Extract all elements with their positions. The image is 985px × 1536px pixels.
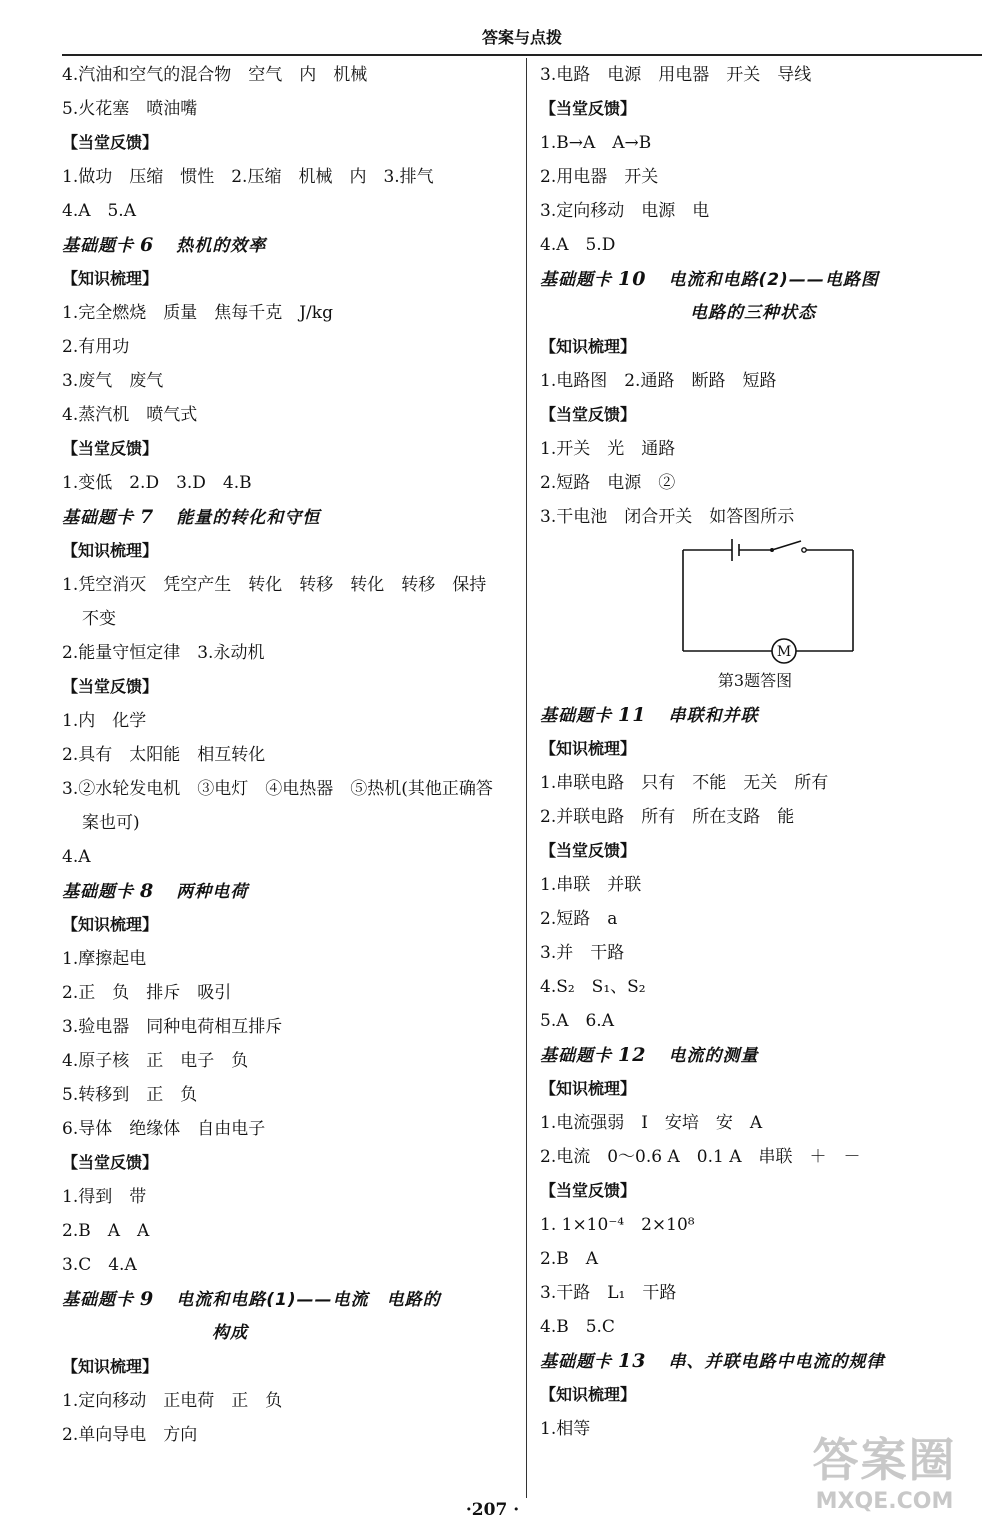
answer-line: 2.并联电路 所有 所在支路 能 <box>540 807 795 827</box>
answer-line: 2.B A <box>540 1249 598 1269</box>
section-heading: 【当堂反馈】 <box>62 439 159 458</box>
answer-line: 4.原子核 正 电子 负 <box>62 1051 249 1071</box>
card-title-6 <box>62 228 517 262</box>
answer-line: 1.摩擦起电 <box>62 949 147 969</box>
card-label: 基础题卡 <box>540 1046 612 1066</box>
answer-line: 3.废气 废气 <box>62 371 164 391</box>
answer-line: 4.A <box>62 847 91 867</box>
switch-blade <box>772 541 801 550</box>
answer-line: 3.干路 L₁ 干路 <box>540 1283 677 1303</box>
section-heading: 【当堂反馈】 <box>540 841 637 860</box>
section-heading: 【当堂反馈】 <box>540 99 637 118</box>
answer-line: 3.②水轮发电机 ③电灯 ④电热器 ⑤热机(其他正确答 <box>62 779 493 799</box>
card-number: 13 <box>618 1350 647 1372</box>
switch-contact <box>770 548 774 552</box>
switch-contact <box>802 548 806 552</box>
section-heading: 【知识梳理】 <box>540 1079 637 1098</box>
figure-caption: 第3题答图 <box>717 671 793 690</box>
card-name: 电流和电路(2)——电路图 <box>668 270 879 290</box>
answer-line: 2.正 负 排斥 吸引 <box>62 983 232 1003</box>
answer-line: 1.完全燃烧 质量 焦每千克 J/kg <box>62 303 333 323</box>
answer-line: 5.火花塞 喷油嘴 <box>62 99 198 119</box>
answer-line: 1.得到 带 <box>62 1187 147 1207</box>
answer-line: 6.导体 绝缘体 自由电子 <box>62 1119 266 1139</box>
answer-line: 2.具有 太阳能 相互转化 <box>62 745 266 765</box>
card-label: 基础题卡 <box>540 706 612 726</box>
answer-line: 5.转移到 正 负 <box>62 1085 198 1105</box>
answer-line: 1.做功 压缩 惯性 2.压缩 机械 内 3.排气 <box>62 167 434 187</box>
card-number: 9 <box>140 1288 155 1310</box>
running-header: 答案与点拨 <box>62 22 982 56</box>
answer-line: 不变 <box>82 609 116 629</box>
card-number: 10 <box>618 268 647 290</box>
card-label: 基础题卡 <box>540 270 612 290</box>
card-title-11 <box>540 698 970 732</box>
answer-line: 1.定向移动 正电荷 正 负 <box>62 1391 283 1411</box>
answer-line: 3.电路 电源 用电器 开关 导线 <box>540 65 812 85</box>
section-heading: 【当堂反馈】 <box>62 133 159 152</box>
watermark-url: MXQE.COM <box>815 1489 954 1514</box>
section-heading: 【当堂反馈】 <box>62 1153 159 1172</box>
section-heading: 【当堂反馈】 <box>540 1181 637 1200</box>
card-title-9 <box>62 1282 517 1316</box>
section-heading: 【知识梳理】 <box>62 541 159 560</box>
answer-line: 2.短路 电源 ② <box>540 473 676 493</box>
circuit-svg <box>540 534 970 664</box>
card-number: 6 <box>140 234 155 256</box>
card-name: 能量的转化和守恒 <box>176 508 321 528</box>
answer-line: 2.电流 0～0.6 A 0.1 A 串联 ＋ － <box>540 1147 861 1167</box>
answer-line: 4.A 5.A <box>62 201 136 221</box>
answer-line: 2.短路 a <box>540 909 618 929</box>
answer-line: 4.蒸汽机 喷气式 <box>62 405 198 425</box>
answer-line: 3.验电器 同种电荷相互排斥 <box>62 1017 283 1037</box>
card-number: 12 <box>618 1044 647 1066</box>
card-label: 基础题卡 <box>62 236 134 256</box>
section-heading: 【知识梳理】 <box>62 915 159 934</box>
card-label: 基础题卡 <box>540 1352 612 1372</box>
answer-line: 1.相等 <box>540 1419 591 1439</box>
answer-line: 4.B 5.C <box>540 1317 615 1337</box>
section-heading: 【知识梳理】 <box>540 337 637 356</box>
watermark-logo-text: 答案圈 <box>812 1433 957 1487</box>
answer-line: 1.内 化学 <box>62 711 147 731</box>
card-number: 7 <box>140 506 155 528</box>
answer-line: 3.并 干路 <box>540 943 625 963</box>
card-label: 基础题卡 <box>62 508 134 528</box>
section-heading: 【知识梳理】 <box>62 269 159 288</box>
section-heading: 【当堂反馈】 <box>62 677 159 696</box>
answer-line: 2.有用功 <box>62 337 130 357</box>
card-number: 11 <box>618 704 647 726</box>
answer-line: 3.定向移动 电源 电 <box>540 201 710 221</box>
answer-line: 1.电路图 2.通路 断路 短路 <box>540 371 777 391</box>
answer-line: 1.串联 并联 <box>540 875 642 895</box>
card-label: 基础题卡 <box>62 882 134 902</box>
answer-line: 2.B A A <box>62 1221 150 1241</box>
answer-line: 1.凭空消灭 凭空产生 转化 转移 转化 转移 保持 <box>62 575 487 595</box>
page-number: ·207 · <box>465 1500 520 1520</box>
answer-line: 4.汽油和空气的混合物 空气 内 机械 <box>62 65 368 85</box>
card-title-10-continued: 电路的三种状态 <box>690 303 816 323</box>
answer-line: 1.开关 光 通路 <box>540 439 676 459</box>
card-name: 两种电荷 <box>176 882 249 902</box>
answer-line: 1.电流强弱 I 安培 安 A <box>540 1113 763 1133</box>
answer-line: 1.变低 2.D 3.D 4.B <box>62 473 252 493</box>
card-name: 串、并联电路中电流的规律 <box>668 1352 885 1372</box>
right-column <box>540 58 970 1446</box>
answer-line: 4.A 5.D <box>540 235 616 255</box>
answer-line: 3.C 4.A <box>62 1255 137 1275</box>
motor-symbol: M <box>776 644 792 660</box>
card-name: 串联和并联 <box>668 706 759 726</box>
answer-line: 3.干电池 闭合开关 如答图所示 <box>540 507 795 527</box>
section-heading: 【当堂反馈】 <box>540 405 637 424</box>
card-name: 电流和电路(1)——电流 电路的 <box>176 1290 441 1310</box>
answer-line: 1.串联电路 只有 不能 无关 所有 <box>540 773 829 793</box>
card-title-8 <box>62 874 517 908</box>
card-number: 8 <box>140 880 155 902</box>
circuit-diagram <box>540 534 970 664</box>
section-heading: 【知识梳理】 <box>540 1385 637 1404</box>
answer-line: 案也可) <box>82 813 140 833</box>
card-title-12 <box>540 1038 970 1072</box>
card-title-10 <box>540 262 970 296</box>
answer-line: 5.A 6.A <box>540 1011 614 1031</box>
column-divider <box>526 58 527 1498</box>
card-title-13 <box>540 1344 970 1378</box>
answer-line: 2.用电器 开关 <box>540 167 659 187</box>
section-heading: 【知识梳理】 <box>62 1357 159 1376</box>
answer-line: 1. 1×10⁻⁴ 2×10⁸ <box>540 1215 695 1235</box>
card-title-9-continued: 构成 <box>212 1323 248 1343</box>
answer-line: 2.能量守恒定律 3.永动机 <box>62 643 265 663</box>
left-column <box>62 58 517 1452</box>
card-title-7 <box>62 500 517 534</box>
card-name: 热机的效率 <box>176 236 267 256</box>
section-heading: 【知识梳理】 <box>540 739 637 758</box>
answer-line: 1.B→A A→B <box>540 133 652 153</box>
card-label: 基础题卡 <box>62 1290 134 1310</box>
card-name: 电流的测量 <box>668 1046 759 1066</box>
answer-line: 4.S₂ S₁、S₂ <box>540 977 646 997</box>
answer-line: 2.单向导电 方向 <box>62 1425 198 1445</box>
